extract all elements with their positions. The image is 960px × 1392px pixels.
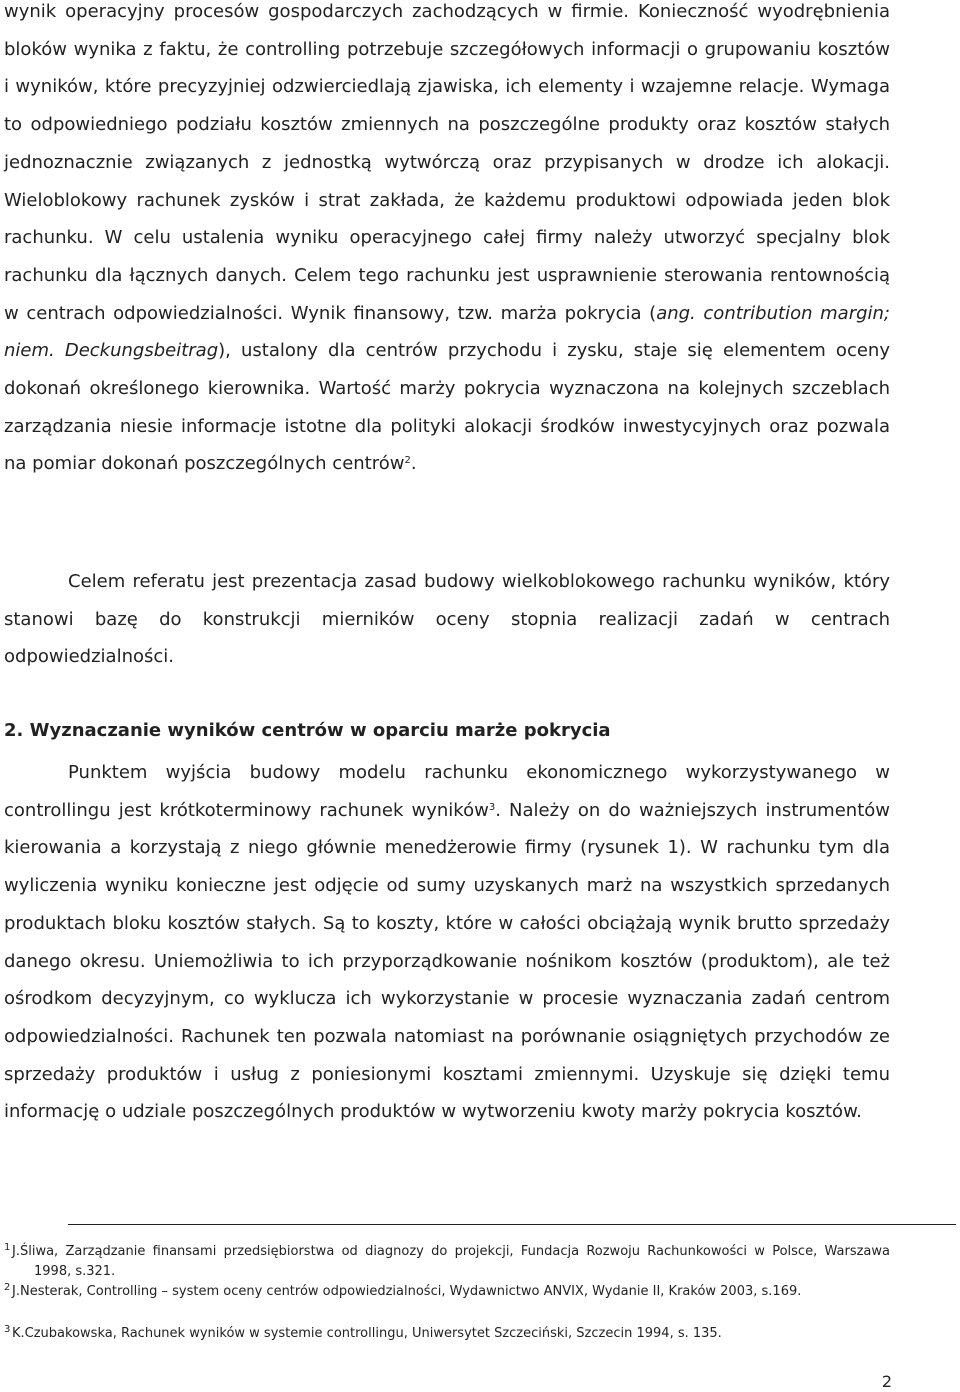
footnote-number: 1: [4, 1242, 11, 1253]
footnote-number: 3: [4, 1324, 11, 1335]
paragraph-continuation: [4, 0, 890, 483]
italic-terms: ang. contribution margin; niem. Deckungsbeitrag: [4, 302, 890, 362]
paragraph-section-body: [4, 754, 890, 1131]
page-number: 2: [881, 1372, 892, 1391]
paragraph-purpose: Celem referatu jest prezentacja zasad budowy wielkoblokowego rachunku wyników, który stanowi bazę do konstrukcji mierników oceny stopnia realizacji zadań w centrach odpowiedzialności.: [4, 571, 890, 668]
footnote-2: [4, 1282, 890, 1302]
paragraph-text: wynik operacyjny procesów gospodarczych zachodzących w firmie. Konieczność wyodrębnienia bloków wynika z faktu, że controlling potrzebuje szczegółowych informacji o grupowaniu kosztów i wyników, które precyzyjniej odzwierciedlają zjawiska, ich elementy i wzajemne relacje. Wymaga to odpowiedniego podziału kosztów zmiennych na poszczególne produkty oraz kosztów stałych jednoznacznie związanych z jednostką wytwórczą oraz przypisanych w drodze ich alokacji. Wieloblokowy rachunek zysków i strat zakłada, że każdemu produktowi odpowiada jeden blok rachunku. W celu ustalenia wyniku operacyjnego całej firmy należy utworzyć specjalny blok rachunku dla łącznych danych. Celem tego rachunku jest usprawnienie sterowania rentownością w centrach odpowiedzialności. Wynik finansowy, tzw. marża pokrycia (: [4, 1, 890, 324]
footnote-text: J.Nesterak, Controlling – system oceny centrów odpowiedzialności, Wydawnictwo ANVIX, Wydanie II, Kraków 2003, s.169.: [12, 1284, 802, 1299]
paragraph-text-cont: ), ustalony dla centrów przychodu i zysku, staje się elementem oceny dokonań określonego kierownika. Wartość marży pokrycia wyznaczona na kolejnych szczeblach zarządzania niesie informacje istotne dla polityki alokacji środków inwestycyjnych oraz pozwala na pomiar dokonań poszczególnych centrów: [4, 340, 890, 475]
footnote-separator: [68, 1224, 956, 1225]
footnote-1: [4, 1242, 890, 1281]
footnote-3: [4, 1324, 890, 1344]
footnote-text: K.Czubakowska, Rachunek wyników w systemie controllingu, Uniwersytet Szczeciński, Szczecin 1994, s. 135.: [12, 1326, 722, 1341]
footnote-text: J.Śliwa, Zarządzanie finansami przedsiębiorstwa od diagnozy do projekcji, Fundacja Rozwoju Rachunkowości w Polsce, Warszawa 1998, s.321.: [12, 1244, 890, 1279]
footnote-ref: 2: [404, 455, 411, 467]
paragraph-end: .: [410, 453, 417, 475]
paragraph-text: Punktem wyjścia budowy modelu rachunku ekonomicznego wykorzystywanego w controllingu jest krótkoterminowy rachunek wyników: [4, 762, 890, 821]
section-heading: 2. Wyznaczanie wyników centrów w oparciu marże pokrycia: [4, 720, 611, 741]
paragraph-text-cont: . Należy on do ważniejszych instrumentów kierowania a korzystają z niego głównie menedżerowie firmy (rysunek 1). W rachunku tym dla wyliczenia wyniku konieczne jest odjęcie od sumy uzyskanych marż na wszystkich sprzedanych produktach bloku kosztów stałych. Są to koszty, które w całości obciążają wynik brutto sprzedaży danego okresu. Uniemożliwia to ich przyporządkowanie nośnikom kosztów (produktom), ale też ośrodkom decyzyjnym, co wyklucza ich wykorzystanie w procesie wyznaczania zadań centrom odpowiedzialności. Rachunek ten pozwala natomiast na porównanie osiągniętych przychodów ze sprzedaży produktów i usług z poniesionymi kosztami zmiennymi. Uzyskuje się dzięki temu informację o udziale poszczególnych produktów w wytworzeniu kwoty marży pokrycia kosztów.: [4, 799, 890, 1123]
footnote-number: 2: [4, 1282, 11, 1293]
footnote-ref: 3: [488, 801, 496, 813]
